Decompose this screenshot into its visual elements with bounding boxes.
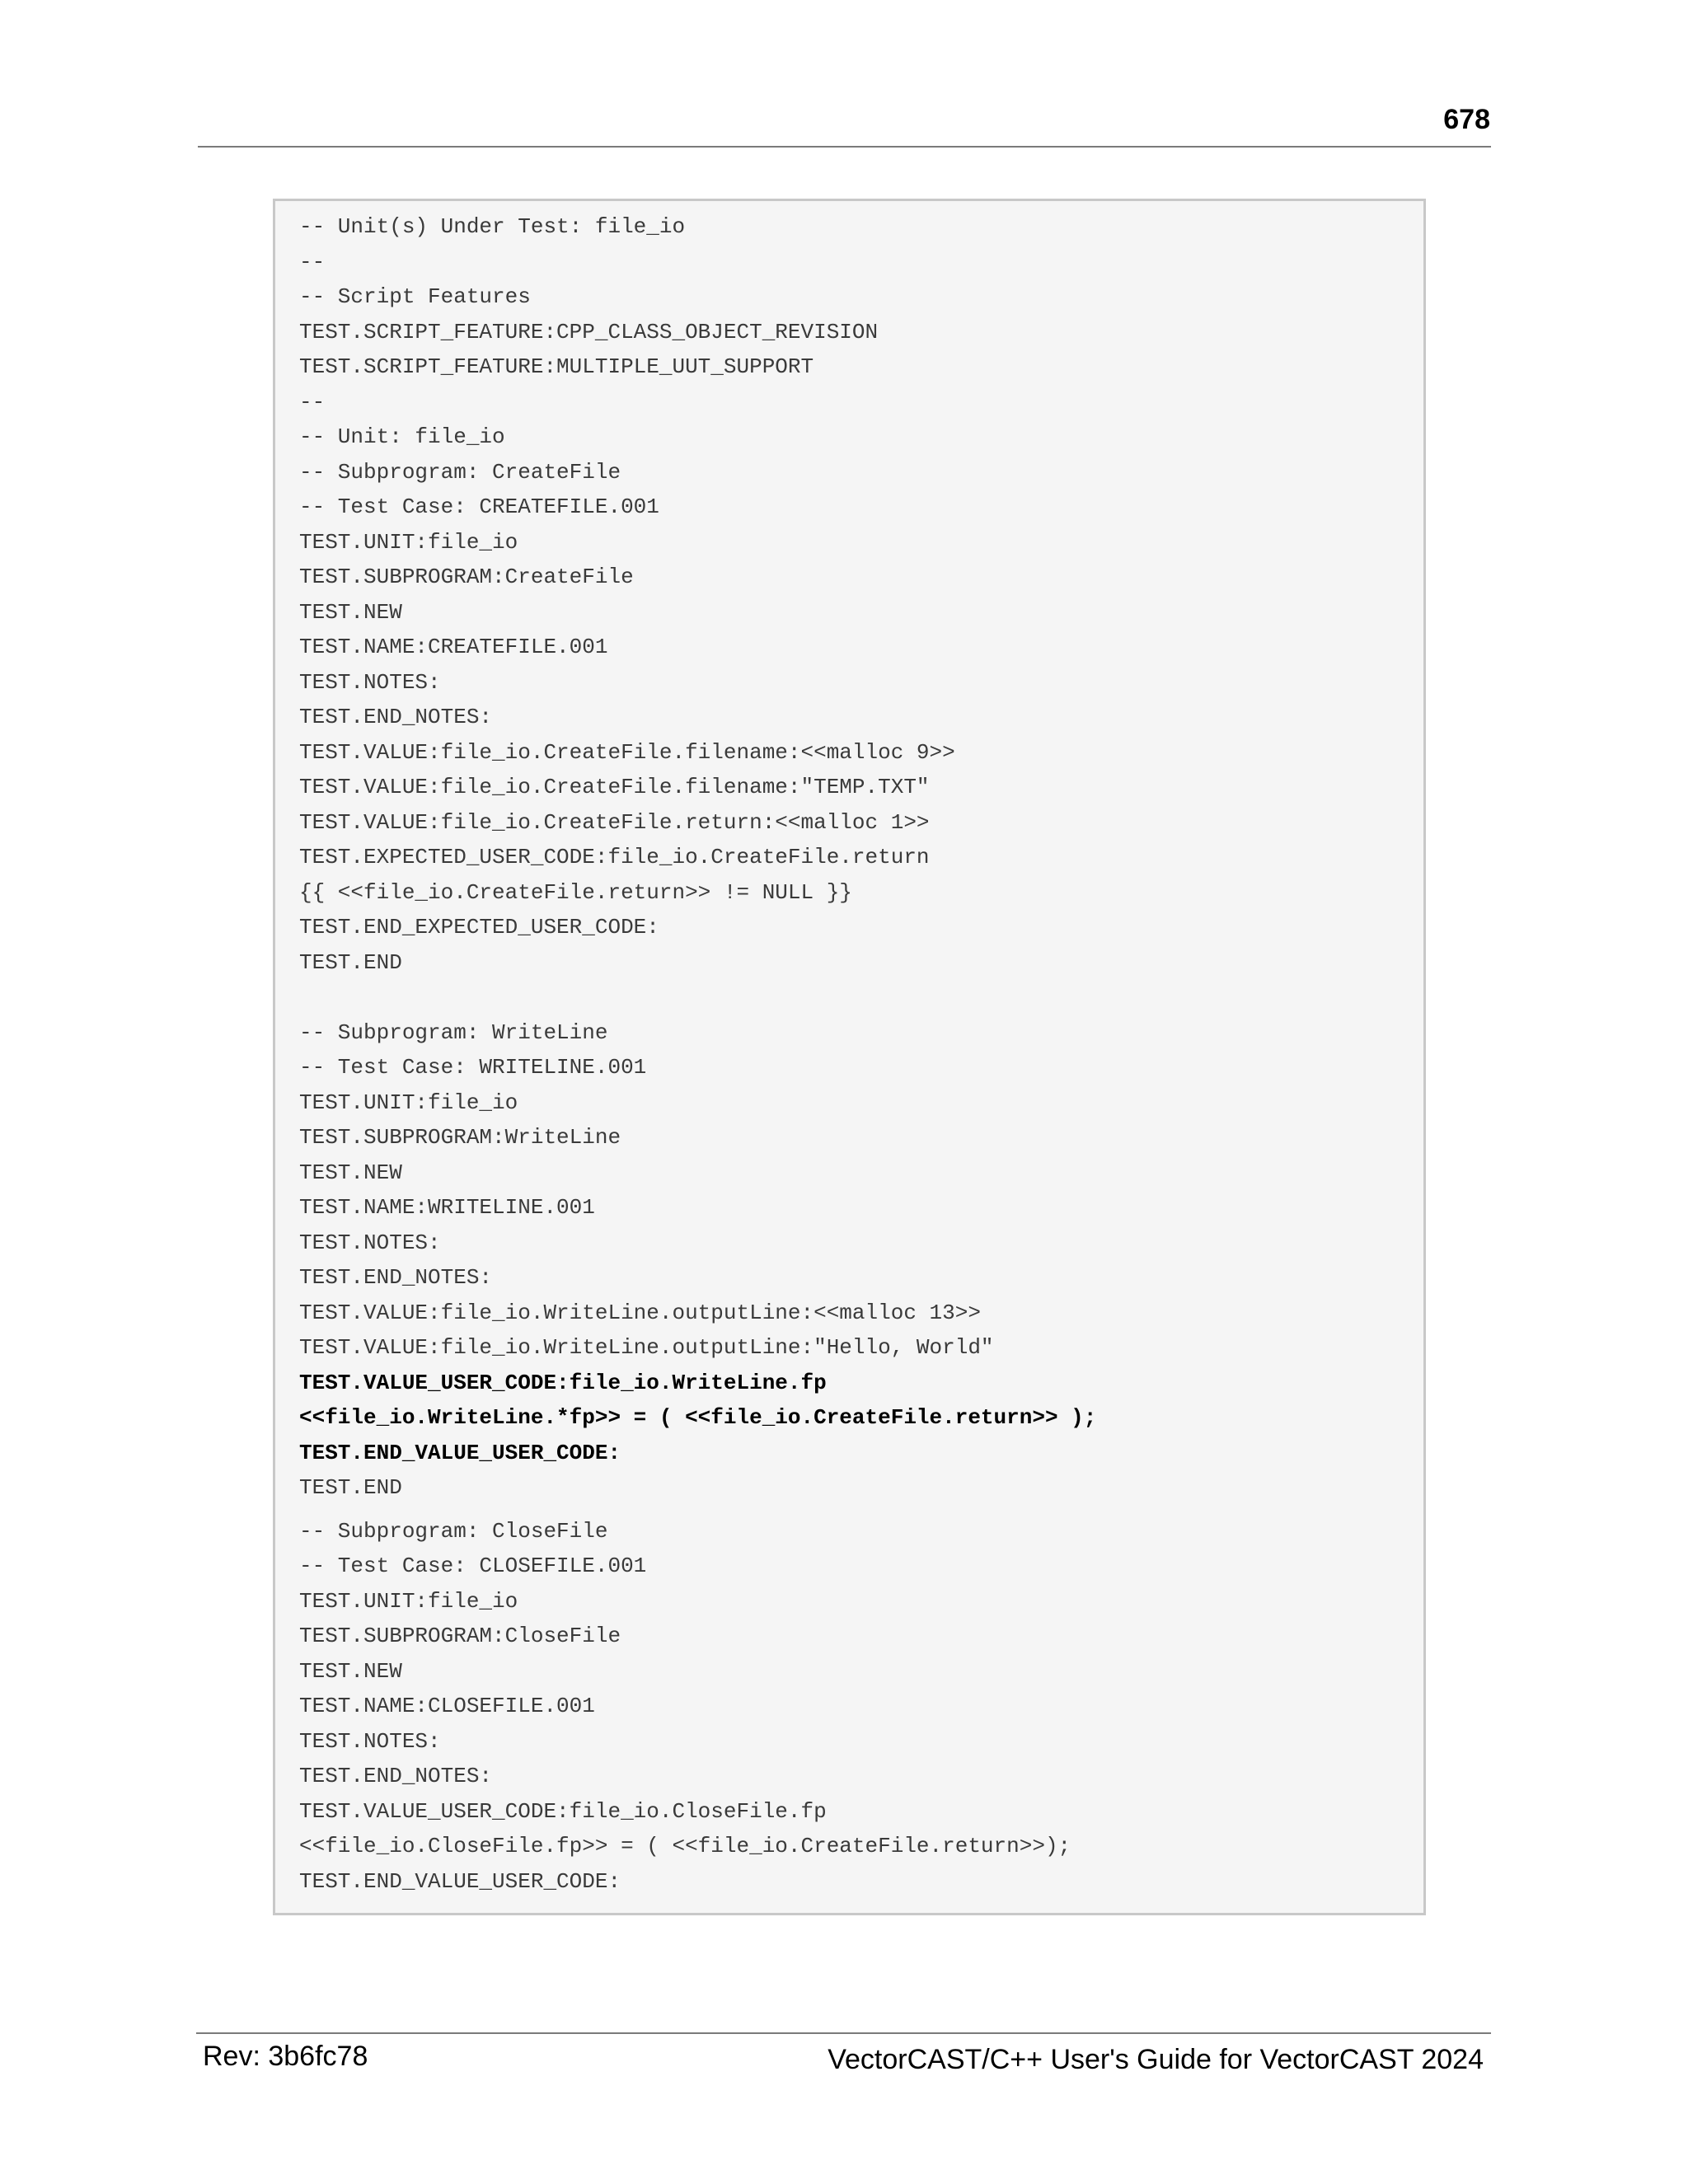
code-line: TEST.NEW	[299, 1658, 402, 1684]
header-rule	[198, 146, 1491, 148]
code-line: -- Subprogram: CreateFile	[299, 459, 621, 485]
code-line: TEST.END	[299, 1475, 402, 1500]
code-line: TEST.SCRIPT_FEATURE:MULTIPLE_UUT_SUPPORT	[299, 354, 814, 379]
code-line: TEST.SUBPROGRAM:CloseFile	[299, 1624, 621, 1648]
code-line: TEST.NAME:CLOSEFILE.001	[299, 1694, 595, 1718]
code-line: TEST.NOTES:	[299, 1728, 441, 1754]
code-line: TEST.END_NOTES:	[299, 1265, 493, 1290]
code-line: TEST.UNIT:file_io	[299, 1588, 518, 1614]
code-line: TEST.SUBPROGRAM:CreateFile	[299, 565, 634, 589]
footer-rule	[196, 2032, 1491, 2034]
code-line: -- Test Case: WRITELINE.001	[299, 1055, 647, 1080]
code-line: TEST.VALUE:file_io.CreateFile.filename:"TEMP.TXT"	[299, 775, 930, 799]
code-line: TEST.NAME:CREATEFILE.001	[299, 635, 608, 659]
code-line: TEST.EXPECTED_USER_CODE:file_io.CreateFile.return	[299, 845, 930, 869]
code-line: --	[299, 249, 326, 274]
footer-guide-title: VectorCAST/C++ User's Guide for VectorCAST 2024	[828, 2044, 1484, 2075]
code-line: -- Subprogram: WriteLine	[299, 1019, 608, 1045]
code-line: TEST.VALUE:file_io.CreateFile.return:<<malloc 1>>	[299, 809, 930, 835]
code-line: TEST.NOTES:	[299, 669, 441, 695]
code-line: TEST.NOTES:	[299, 1230, 441, 1255]
code-block	[273, 199, 1426, 1915]
code-line: TEST.NAME:WRITELINE.001	[299, 1195, 595, 1220]
code-line: -- Test Case: CREATEFILE.001	[299, 494, 659, 519]
code-line: TEST.END_NOTES:	[299, 705, 493, 729]
code-line: -- Script Features	[299, 284, 531, 309]
footer-revision: Rev: 3b6fc78	[203, 2041, 368, 2072]
code-line: TEST.END_NOTES:	[299, 1764, 493, 1788]
code-line: <<file_io.CloseFile.fp>> = ( <<file_io.CreateFile.return>>);	[299, 1834, 1071, 1858]
code-line: TEST.SCRIPT_FEATURE:CPP_CLASS_OBJECT_REVISION	[299, 319, 879, 344]
code-line: TEST.SUBPROGRAM:WriteLine	[299, 1125, 621, 1150]
code-line: TEST.END_EXPECTED_USER_CODE:	[299, 915, 659, 940]
code-line: TEST.NEW	[299, 1160, 402, 1185]
page-number: 678	[1443, 104, 1490, 135]
code-line: -- Test Case: CLOSEFILE.001	[299, 1554, 647, 1578]
code-line: TEST.UNIT:file_io	[299, 529, 518, 555]
code-line: TEST.VALUE:file_io.WriteLine.outputLine:"Hello, World"	[299, 1335, 994, 1360]
code-line: TEST.VALUE_USER_CODE:file_io.CloseFile.fp	[299, 1798, 827, 1824]
code-line: TEST.END_VALUE_USER_CODE:	[299, 1868, 621, 1894]
code-line: TEST.END	[299, 949, 402, 975]
code-line: TEST.UNIT:file_io	[299, 1090, 518, 1115]
code-line: {{ <<file_io.CreateFile.return>> != NULL }}	[299, 879, 852, 905]
code-line: TEST.VALUE_USER_CODE:file_io.WriteLine.fp	[299, 1370, 827, 1395]
code-line: TEST.END_VALUE_USER_CODE:	[299, 1440, 621, 1465]
code-line: -- Unit(s) Under Test: file_io	[299, 214, 686, 239]
code-line: --	[299, 389, 326, 415]
code-line: TEST.NEW	[299, 599, 402, 625]
code-line: TEST.VALUE:file_io.WriteLine.outputLine:<<malloc 13>>	[299, 1300, 981, 1325]
code-line: -- Subprogram: CloseFile	[299, 1518, 608, 1544]
code-line: <<file_io.WriteLine.*fp>> = ( <<file_io.CreateFile.return>> );	[299, 1405, 1097, 1430]
code-line: -- Unit: file_io	[299, 424, 505, 449]
code-line: TEST.VALUE:file_io.CreateFile.filename:<<malloc 9>>	[299, 739, 955, 765]
